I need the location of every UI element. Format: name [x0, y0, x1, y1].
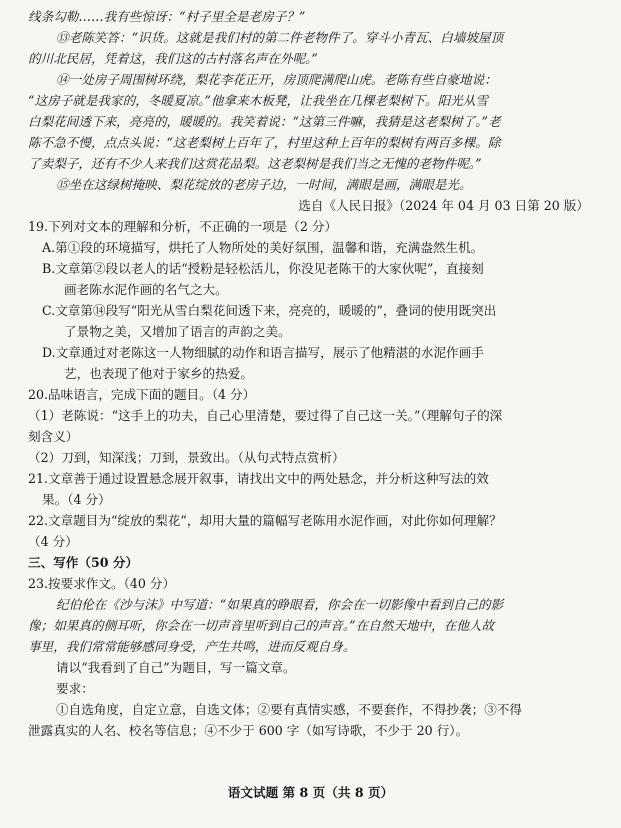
question-stem: 21.文章善于通过设置悬念展开叙事，请找出文中的两处悬念，并分析这种写法的效: [28, 471, 489, 486]
requirements-line: 泄露真实的人名、校名等信息；④不少于 600 字（如写诗歌，不少于 20 行）。: [28, 723, 469, 738]
option-c: C.文章第⑭段写“阳光从雪白梨花间透下来，亮亮的，暖暖的”，叠词的使用既突出: [42, 303, 497, 318]
story-line: ⑬老陈笑答：“识货。这就是我们村的第二件老物件了。穿斗小青瓦、白墙坡屋顶: [56, 30, 504, 45]
question-stem: 23.按要求作文。（40 分）: [28, 576, 176, 591]
question-21: [28, 468, 595, 510]
story-line: “这房子就是我家的，冬暖夏凉。”他拿来木板凳，让我坐在几棵老梨树下。阳光从雪: [28, 93, 488, 108]
question-stem: 19.下列对文本的理解和分析，不正确的一项是（2 分）: [28, 219, 338, 234]
requirements-label: 要求：: [56, 681, 94, 696]
option-a: A.第①段的环境描写，烘托了人物所处的美好氛围，温馨和谐，充满盎然生机。: [42, 240, 484, 255]
page-footer: 语文试题 第 8 页（共 8 页）: [227, 785, 394, 800]
question-stem: 22.文章题目为“绽放的梨花”，却用大量的篇幅写老陈用水泥作画，对此你如何理解？: [28, 513, 502, 528]
option-d: D.文章通过对老陈这一人物细腻的动作和语言描写，展示了他精湛的水泥作画手: [42, 345, 484, 360]
story-line: ⑮坐在这绿树掩映、梨花绽放的老房子边，一时间，满眼是画，满眼是光。: [56, 177, 472, 192]
prompt-quote: 纪伯伦在《沙与沫》中写道：“如果真的睁眼看，你会在一切影像中看到自己的影: [56, 597, 504, 612]
question-stem: 20.品味语言，完成下面的题目。（4 分）: [28, 387, 256, 402]
option-b: B.文章第②段以老人的话“授粉是轻松活儿，你没见老陈干的大家伙呢”，直接刻: [42, 261, 484, 276]
section-heading: 三、写作（50 分）: [28, 555, 139, 570]
story-passage: [28, 6, 595, 216]
story-line: 陈不急不慢，点点头说：“这老梨树上百年了，村里这种上百年的梨树有两百多棵。除: [28, 135, 501, 150]
question-20: [28, 384, 595, 468]
source-citation: 选自《人民日报》（2024 年 04 月 03 日第 20 版）: [298, 198, 589, 213]
option-b-cont: 画老陈水泥作画的名气之大。: [64, 282, 228, 297]
option-c-cont: 了景物之美，又增加了语言的声韵之美。: [64, 324, 291, 339]
option-d-cont: 艺，也表现了他对于家乡的热爱。: [64, 366, 253, 381]
prompt-quote: 事里，我们常常能够感同身受，产生共鸣，进而反观自身。: [28, 639, 356, 654]
prompt-quote: 像；如果真的侧耳听，你会在一切声音里听到自己的声音。”在自然天地中，在他人故: [28, 618, 495, 633]
story-line: 线条勾勒……我有些惊讶：“村子里全是老房子？”: [28, 9, 306, 24]
sub-question-1-cont: 刻含义）: [28, 429, 79, 444]
question-stem-cont: 果。（4 分）: [42, 492, 111, 507]
question-stem-cont: （4 分）: [28, 534, 78, 549]
question-19: [28, 216, 595, 384]
sub-question-1: （1）老陈说：“这手上的功夫，自己心里清楚，要过得了自己这一关。”（理解句子的深: [28, 408, 503, 423]
sub-question-2: （2）刀到，知深浅；刀到，景致出。（从句式特点赏析）: [28, 450, 345, 465]
question-22: [28, 510, 595, 552]
story-line: ⑭一处房子周围树环绕，梨花李花正开，房顶爬满爬山虎。老陈有些自豪地说：: [56, 72, 497, 87]
requirements-line: ①自选角度，自定立意，自选文体；②要有真情实感，不要套作，不得抄袭；③不得: [56, 702, 522, 717]
story-line: 白梨花间透下来，亮亮的，暖暖的。我笑着说：“这第三件嘛，我猜是这老梨树了。”老: [28, 114, 501, 129]
writing-task: 请以“我看到了自己”为题目，写一篇文章。: [56, 660, 296, 675]
question-23: [28, 573, 595, 741]
story-line: 了卖梨子，还有不少人来我们这赏花品梨。这老梨树是我们当之无愧的老物件呢。”: [28, 156, 482, 171]
story-line: 的川北民居，凭着这，我们这的古村落名声在外呢。”: [28, 51, 318, 66]
